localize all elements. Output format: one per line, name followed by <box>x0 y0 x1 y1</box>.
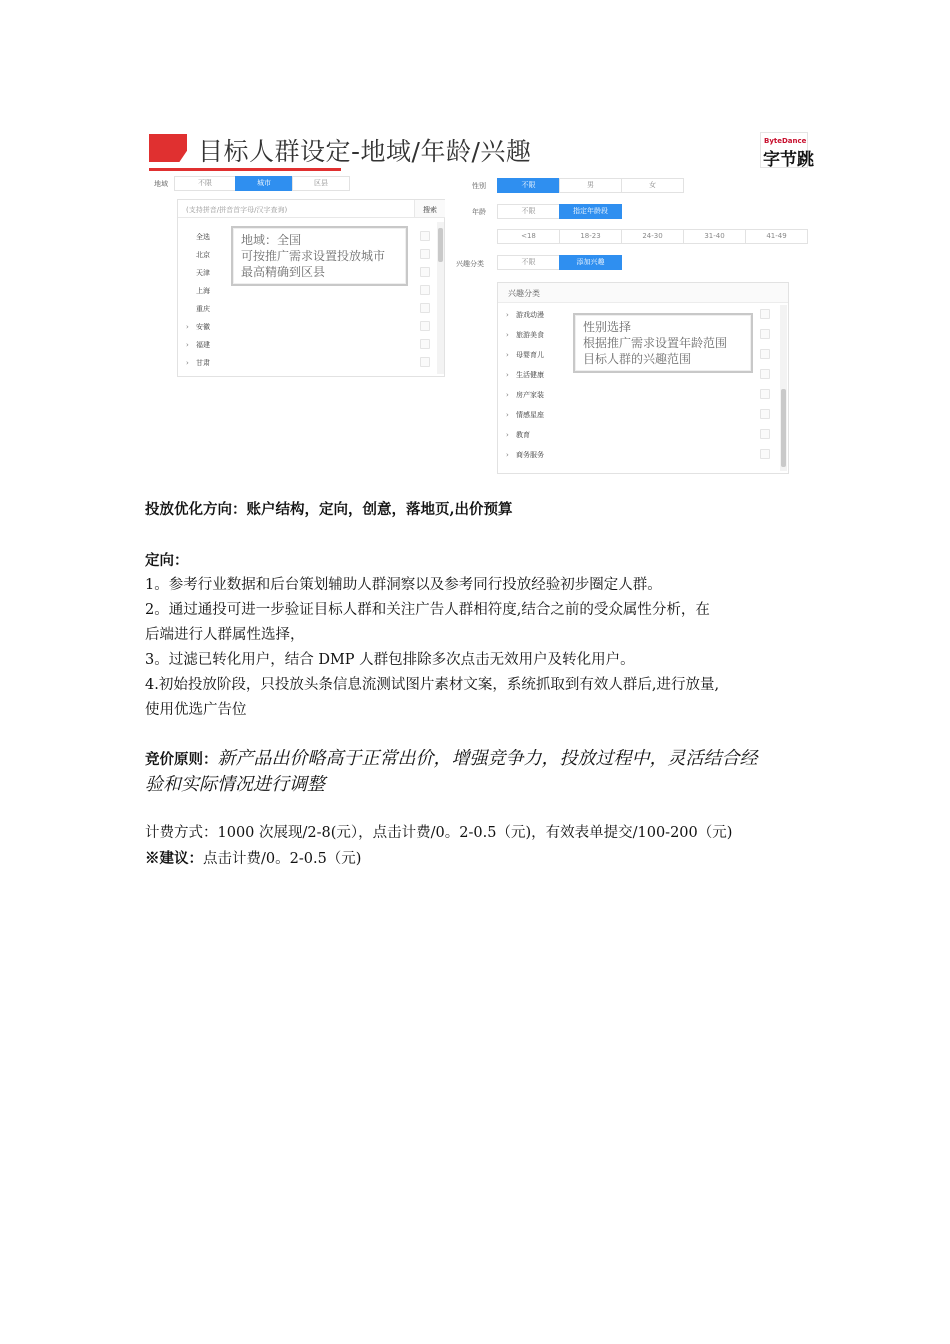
interest-panel-header <box>498 283 788 303</box>
chevron-right-icon: › <box>506 411 509 419</box>
region-search-button-label: 搜索 <box>423 206 437 214</box>
age-label: 年龄 <box>472 208 486 216</box>
interest-panel <box>497 282 789 474</box>
interest-option-unlimited[interactable]: 不限 <box>497 255 560 270</box>
age-option-unlimited[interactable]: 不限 <box>497 204 560 219</box>
gender-option-female[interactable]: 女 <box>621 178 684 193</box>
targeting-item-4-cont: 使用优选广告位 <box>145 702 247 718</box>
suggestion <box>145 846 810 872</box>
interest-list-item[interactable] <box>506 430 530 440</box>
region-list-item[interactable] <box>186 232 210 242</box>
interest-panel-title: 兴趣分类 <box>508 289 540 298</box>
interest-callout-line-2: 根据推广需求设置年龄范围 <box>583 336 728 350</box>
targeting-item-2: 2。通过通投可进一步验证目标人群和关注广告人群相符度,结合之前的受众属性分析，在 <box>145 602 710 618</box>
region-list-item[interactable] <box>186 304 210 314</box>
region-item-checkbox[interactable] <box>420 267 430 277</box>
region-tab-city[interactable]: 城市 <box>235 176 293 191</box>
optimization-heading: 投放优化方向：账户结构，定向，创意，落地页,出价预算 <box>145 501 513 518</box>
age-range-41-49[interactable]: 41-49 <box>745 229 808 244</box>
interest-list-item[interactable] <box>506 310 544 320</box>
interest-callout-line-3: 目标人群的兴趣范围 <box>583 352 692 366</box>
interest-item-label: 母婴育儿 <box>516 351 544 359</box>
interest-callout-line-1: 性别选择 <box>583 320 632 334</box>
targeting-item-2-cont: 后端进行人群属性选择， <box>145 627 305 643</box>
region-item-label: 重庆 <box>196 305 210 313</box>
region-item-label: 甘肃 <box>196 359 210 367</box>
interest-item-checkbox[interactable] <box>760 389 770 399</box>
interest-scroll-thumb[interactable] <box>781 389 786 467</box>
age-option-specify[interactable]: 指定年龄段 <box>559 204 622 219</box>
interest-item-label: 游戏动漫 <box>516 311 544 319</box>
region-item-checkbox[interactable] <box>420 249 430 259</box>
region-item-checkbox[interactable] <box>420 231 430 241</box>
region-item-checkbox[interactable] <box>420 321 430 331</box>
interest-list-item[interactable] <box>506 390 544 400</box>
suggestion-label: ※建议： <box>145 850 203 867</box>
gender-label: 性别 <box>472 182 486 190</box>
chevron-right-icon: › <box>186 359 189 367</box>
region-item-label: 安徽 <box>196 323 210 331</box>
bidding-principle <box>145 746 810 773</box>
interest-item-checkbox[interactable] <box>760 429 770 439</box>
logo-text-en: ByteDance <box>764 137 807 145</box>
region-callout-line-3: 最高精确到区县 <box>241 265 326 279</box>
region-scrollbar[interactable] <box>437 222 444 374</box>
region-label: 地域 <box>154 180 168 188</box>
region-item-label: 全选 <box>196 233 210 241</box>
age-range-31-40[interactable]: 31-40 <box>683 229 746 244</box>
chevron-right-icon: › <box>506 351 509 359</box>
targeting-item-3: 3。过滤已转化用户，结合 DMP 人群包排除多次点击无效用户及转化用户。 <box>145 652 635 668</box>
interest-item-checkbox[interactable] <box>760 449 770 459</box>
region-search-button[interactable] <box>414 200 445 218</box>
region-item-label: 天津 <box>196 269 210 277</box>
region-tab-district[interactable]: 区县 <box>292 176 350 191</box>
region-item-checkbox[interactable] <box>420 285 430 295</box>
interest-list-item[interactable] <box>506 350 544 360</box>
region-list-item[interactable] <box>186 286 210 296</box>
billing-method: 计费方式：1000 次展现/2-8(元），点击计费/0。2-0.5（元)，有效表单提交/100-200（元) <box>145 825 733 841</box>
logo-text-cn: 字节跳 <box>763 150 814 170</box>
region-list-item[interactable] <box>186 340 210 350</box>
region-list-item[interactable] <box>186 250 210 260</box>
chevron-right-icon: › <box>506 331 509 339</box>
interest-item-checkbox[interactable] <box>760 369 770 379</box>
chevron-right-icon: › <box>506 311 509 319</box>
interest-callout <box>573 313 753 373</box>
interest-item-label: 教育 <box>516 431 530 439</box>
interest-item-checkbox[interactable] <box>760 409 770 419</box>
bidding-label: 竞价原则： <box>145 751 218 768</box>
region-list-item[interactable] <box>186 358 210 368</box>
interest-item-label: 商务服务 <box>516 451 544 459</box>
interest-item-label: 生活健康 <box>516 371 544 379</box>
interest-list-item[interactable] <box>506 330 544 340</box>
title-underline <box>149 168 341 171</box>
age-range-under-18[interactable]: <18 <box>497 229 560 244</box>
chevron-right-icon: › <box>186 323 189 331</box>
interest-option-add[interactable]: 添加兴趣 <box>559 255 622 270</box>
age-range-18-23[interactable]: 18-23 <box>559 229 622 244</box>
interest-item-label: 房产家装 <box>516 391 544 399</box>
region-item-label: 福建 <box>196 341 210 349</box>
region-item-label: 北京 <box>196 251 210 259</box>
chevron-right-icon: › <box>186 341 189 349</box>
slide-title: 目标人群设定-地域/年龄/兴趣 <box>198 137 532 166</box>
chevron-right-icon: › <box>506 391 509 399</box>
interest-list-item[interactable] <box>506 370 544 380</box>
chevron-right-icon: › <box>506 371 509 379</box>
interest-list-item[interactable] <box>506 410 544 420</box>
region-callout-line-2: 可按推广需求设置投放城市 <box>241 249 386 263</box>
region-callout-line-1: 地域：全国 <box>241 233 302 247</box>
interest-item-label: 情感星座 <box>516 411 544 419</box>
bytedance-logo <box>760 132 814 170</box>
interest-label: 兴趣分类 <box>456 260 484 268</box>
region-list-item[interactable] <box>186 268 210 278</box>
targeting-heading: 定向： <box>145 552 189 569</box>
gender-option-unlimited[interactable]: 不限 <box>497 178 560 193</box>
suggestion-text: 点击计费/0。2-0.5（元) <box>203 851 362 867</box>
chevron-right-icon: › <box>506 431 509 439</box>
region-callout <box>231 226 408 286</box>
targeting-item-4: 4.初始投放阶段，只投放头条信息流测试图片素材文案，系统抓取到有效人群后,进行放量, <box>145 677 720 693</box>
gender-option-male[interactable]: 男 <box>559 178 622 193</box>
interest-item-label: 旅游美食 <box>516 331 544 339</box>
chevron-right-icon: › <box>506 451 509 459</box>
slide-screenshot <box>144 126 814 478</box>
region-list-item[interactable] <box>186 322 210 332</box>
region-item-checkbox[interactable] <box>420 303 430 313</box>
interest-item-checkbox[interactable] <box>760 349 770 359</box>
region-search-input[interactable] <box>178 200 414 218</box>
region-item-checkbox[interactable] <box>420 357 430 367</box>
interest-item-checkbox[interactable] <box>760 309 770 319</box>
region-scroll-thumb[interactable] <box>438 228 443 262</box>
region-item-checkbox[interactable] <box>420 339 430 349</box>
targeting-item-1: 1。参考行业数据和后台策划辅助人群洞察以及参考同行投放经验初步圈定人群。 <box>145 577 662 593</box>
region-search-placeholder: (支持拼音/拼音首字母/汉字查询) <box>186 206 288 214</box>
interest-scrollbar[interactable] <box>780 305 787 471</box>
title-red-marker <box>149 134 187 162</box>
region-tab-unlimited[interactable]: 不限 <box>174 176 236 191</box>
bidding-text-1: 新产品出价略高于正常出价，增强竞争力，投放过程中，灵活结合经 <box>217 748 758 769</box>
bidding-text-2: 验和实际情况进行调整 <box>145 774 325 795</box>
region-item-label: 上海 <box>196 287 210 295</box>
age-range-24-30[interactable]: 24-30 <box>621 229 684 244</box>
interest-item-checkbox[interactable] <box>760 329 770 339</box>
interest-list-item[interactable] <box>506 450 544 460</box>
